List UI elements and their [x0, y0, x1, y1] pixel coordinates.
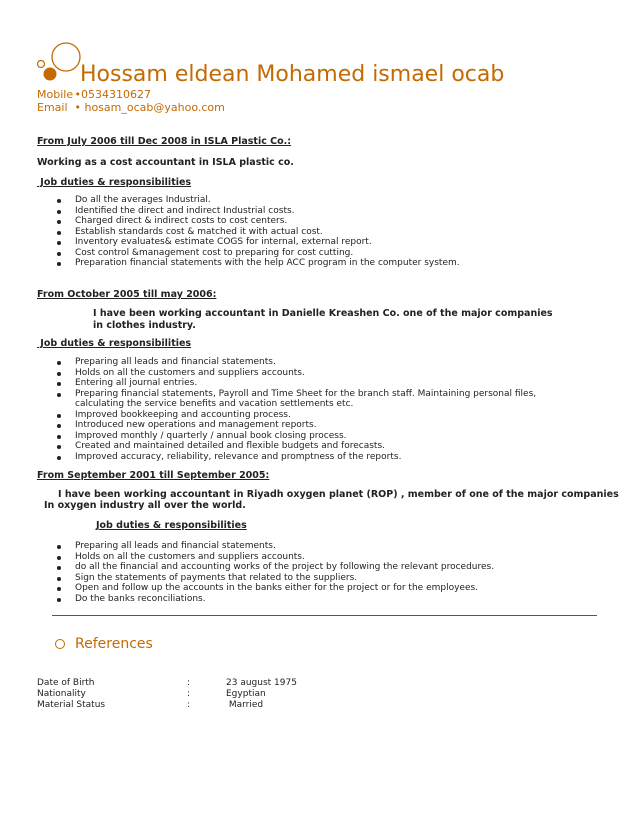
- info-value: Married: [226, 700, 264, 710]
- list-item: Sign the statements of payments that related to the suppliers.: [55, 573, 595, 584]
- circle-bullet-icon: [55, 639, 65, 649]
- list-item: Preparation financial statements with the help ACC program in the computer system.: [55, 258, 575, 269]
- job2-description: I have been working accountant in Danielle Kreashen Co. one of the major companies in clothes industry.: [93, 308, 553, 331]
- job2-duties-list: [55, 357, 575, 462]
- job3-duties-list: [55, 541, 595, 604]
- list-item: Improved monthly / quarterly / annual book closing process.: [55, 431, 575, 442]
- list-item: Charged direct & indirect costs to cost centers.: [55, 216, 575, 227]
- list-item: Do the banks reconciliations.: [55, 594, 595, 605]
- references-heading: References: [75, 636, 153, 652]
- list-item: Preparing all leads and financial statements.: [55, 541, 595, 552]
- list-item: Cost control &management cost to preparing for cost cutting.: [55, 248, 575, 259]
- job3-description-line2: In oxygen industry all over the world.: [44, 500, 246, 511]
- section-divider: [52, 615, 597, 616]
- mobile-line: [37, 88, 151, 101]
- info-label: Date of Birth: [37, 678, 95, 688]
- list-item: Holds on all the customers and suppliers accounts.: [55, 368, 575, 379]
- list-item: do all the financial and accounting works of the project by following the relevant procedures.: [55, 562, 595, 573]
- info-separator: :: [187, 689, 191, 699]
- list-item: Holds on all the customers and suppliers accounts.: [55, 552, 595, 563]
- list-item: Open and follow up the accounts in the banks either for the project or for the employees.: [55, 583, 595, 594]
- list-item: Preparing financial statements, Payroll and Time Sheet for the branch staff. Maintaining personal files, calculating the service benefits and vacation settlements etc.: [55, 389, 575, 410]
- job2-period: From October 2005 till may 2006:: [37, 289, 217, 300]
- job3-period: From September 2001 till September 2005:: [37, 470, 270, 481]
- email-line: [37, 101, 225, 114]
- list-item: Improved bookkeeping and accounting process.: [55, 410, 575, 421]
- info-separator: :: [187, 700, 191, 710]
- job3-description-line1: I have been working accountant in Riyadh oxygen planet (ROP) , member of one of the major companies: [58, 489, 619, 500]
- job1-duties-list: [55, 195, 575, 269]
- job1-period: From July 2006 till Dec 2008 in ISLA Plastic Co.:: [37, 136, 292, 147]
- info-label: Material Status: [37, 700, 106, 710]
- mobile-value: •0534310627: [74, 88, 151, 101]
- job1-duties-label: Job duties & responsibilities: [37, 177, 192, 188]
- list-item: Created and maintained detailed and flexible budgets and forecasts.: [55, 441, 575, 452]
- info-label: Nationality: [37, 689, 86, 699]
- info-value: 23 august 1975: [226, 678, 297, 688]
- email-label: Email: [37, 101, 68, 114]
- list-item: Inventory evaluates& estimate COGS for internal, external report.: [55, 237, 575, 248]
- list-item: Identified the direct and indirect Industrial costs.: [55, 206, 575, 217]
- info-separator: :: [187, 678, 191, 688]
- list-item: Establish standards cost & matched it with actual cost.: [55, 227, 575, 238]
- job3-duties-label: Job duties & responsibilities: [96, 520, 247, 531]
- candidate-name: Hossam eldean Mohamed ismael ocab: [80, 62, 505, 87]
- list-item: Introduced new operations and management reports.: [55, 420, 575, 431]
- mobile-label: Mobile: [37, 88, 74, 101]
- email-value: • hosam_ocab@yahoo.com: [74, 101, 225, 114]
- job1-title: Working as a cost accountant in ISLA plastic co.: [37, 157, 294, 168]
- list-item: Preparing all leads and financial statements.: [55, 357, 575, 368]
- info-value: Egyptian: [226, 689, 266, 699]
- job2-duties-label: Job duties & responsibilities: [37, 338, 192, 349]
- list-item: Entering all journal entries.: [55, 378, 575, 389]
- list-item: Improved accuracy, reliability, relevance and promptness of the reports.: [55, 452, 575, 463]
- list-item: Do all the averages Industrial.: [55, 195, 575, 206]
